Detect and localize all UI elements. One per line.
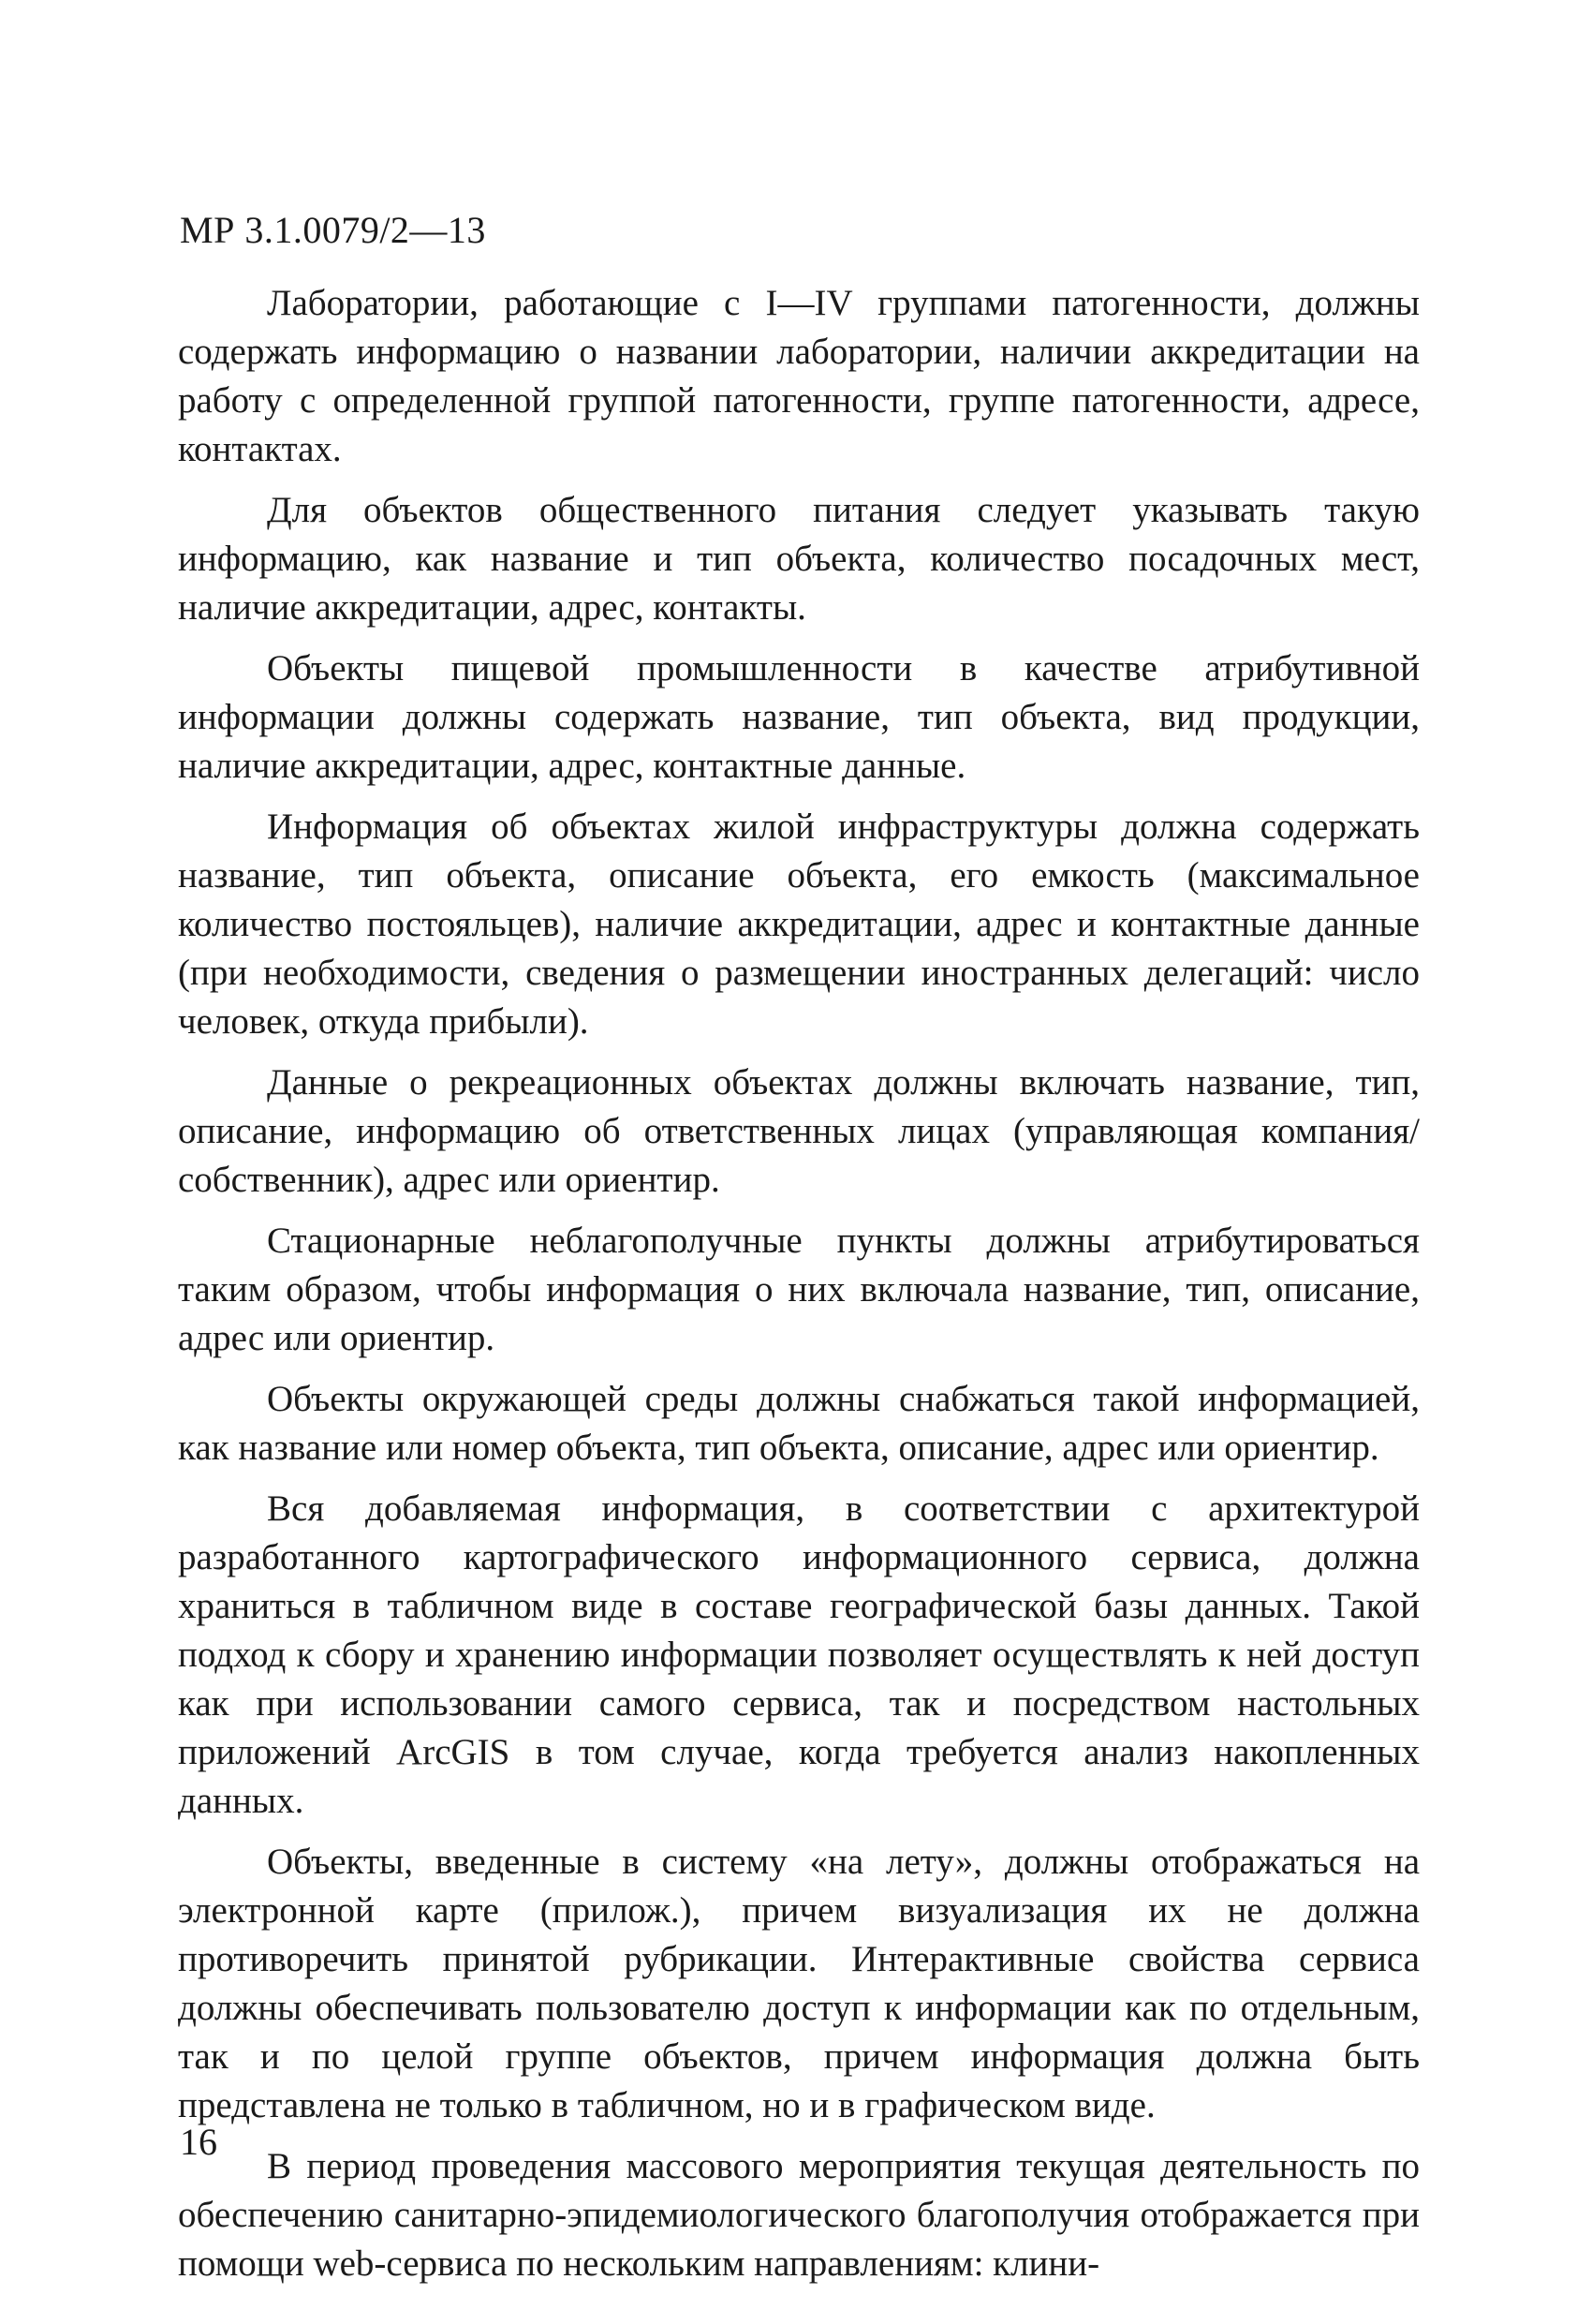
- page-number: 16: [180, 2121, 217, 2163]
- paragraph-housing: Информация об объектах жилой инфраструктуры должна содержать название, тип объекта, описание объекта, его емкость (максимальное количество постояльцев), наличие аккредитации, адрес и контактные данные (при необходимости, сведения о размещении иностранных делегаций: число человек, откуда прибыли).: [178, 807, 1420, 1042]
- paragraph-laboratories: Лаборатории, работающие с I—IV группами патогенности, должны содержать информацию о названии лаборатории, наличии аккредитации на работу с определенной группой патогенности, группе патогенности, адресе, контактах.: [178, 283, 1420, 469]
- body-text: [178, 279, 1420, 2301]
- paragraph-food-industry: Объекты пищевой промышленности в качестве атрибутивной информации должны содержать название, тип объекта, вид продукции, наличие аккредитации, адрес, контактные данные.: [178, 648, 1420, 786]
- paragraph-catering: Для объектов общественного питания следует указывать такую информацию, как название и тип объекта, количество посадочных мест, наличие аккредитации, адрес, контакты.: [178, 490, 1420, 628]
- paragraph-mass-event: В период проведения массового мероприятия текущая деятельность по обеспечению санитарно-эпидемиологического благополучия отображается при помощи web-сервиса по нескольким направлениям: клини-: [178, 2146, 1420, 2284]
- paragraph-recreation: Данные о рекреационных объектах должны включать название, тип, описание, информацию об ответственных лицах (управляющая компания/собственник), адрес или ориентир.: [178, 1062, 1420, 1200]
- paragraph-stationary-points: Стационарные неблагополучные пункты должны атрибутироваться таким образом, чтобы информация о них включала название, тип, описание, адрес или ориентир.: [178, 1221, 1420, 1358]
- paragraph-map-display: Объекты, введенные в систему «на лету», должны отображаться на электронной карте (прилож.), причем визуализация их не должна противоречить принятой рубрикации. Интерактивные свойства сервиса должны обеспечивать пользователю доступ к информации как по отдельным, так и по целой группе объектов, причем информация должна быть представлена не только в табличном, но и в графическом виде.: [178, 1842, 1420, 2125]
- document-code-header: МР 3.1.0079/2—13: [180, 209, 486, 251]
- paragraph-environment: Объекты окружающей среды должны снабжаться такой информацией, как название или номер объекта, тип объекта, описание, адрес или ориентир.: [178, 1379, 1420, 1468]
- paragraph-database: Вся добавляемая информация, в соответствии с архитектурой разработанного картографического информационного сервиса, должна храниться в табличном виде в составе географической базы данных. Такой подход к сбору и хранению информации позволяет осуществлять к ней доступ как при использовании самого сервиса, так и посредством настольных приложений ArcGIS в том случае, когда требуется анализ накопленных данных.: [178, 1488, 1420, 1821]
